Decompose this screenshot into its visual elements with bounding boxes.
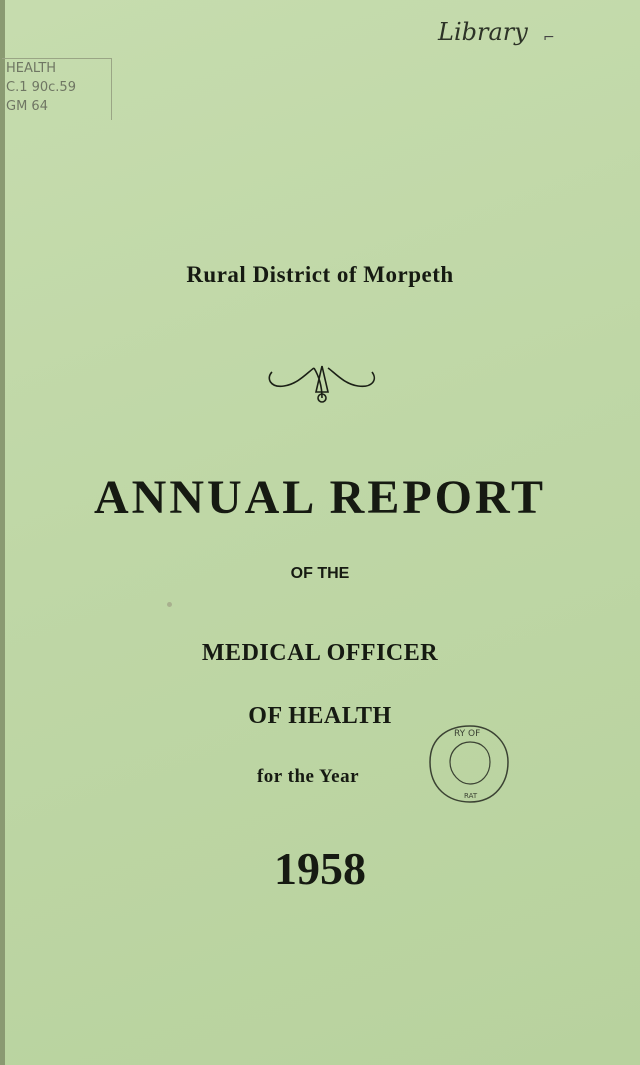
handwritten-mark: ⌐ <box>543 30 555 46</box>
handwritten-note: Library <box>438 18 528 46</box>
of-the-text: OF THE <box>290 565 350 582</box>
library-stamp <box>2 58 112 120</box>
report-year: 1958 <box>274 843 366 894</box>
stamp-line-2: C.1 90c.59 <box>6 80 76 95</box>
annual-report-heading: ANNUAL REPORT <box>93 471 546 524</box>
svg-text:RAT: RAT <box>464 792 478 800</box>
for-the-year-text: for the Year <box>256 766 360 787</box>
svg-text:RY OF: RY OF <box>454 729 481 739</box>
of-health-text: OF HEALTH <box>248 703 392 729</box>
ministry-seal-icon <box>420 722 512 806</box>
ornament-icon <box>264 358 380 408</box>
medical-officer-text: MEDICAL OFFICER <box>201 640 439 666</box>
stamp-line-1: HEALTH <box>6 61 57 76</box>
left-edge <box>0 0 5 1065</box>
district-title: Rural District of Morpeth <box>186 262 454 287</box>
stamp-line-3: GM 64 <box>6 99 48 114</box>
speck <box>167 602 172 607</box>
